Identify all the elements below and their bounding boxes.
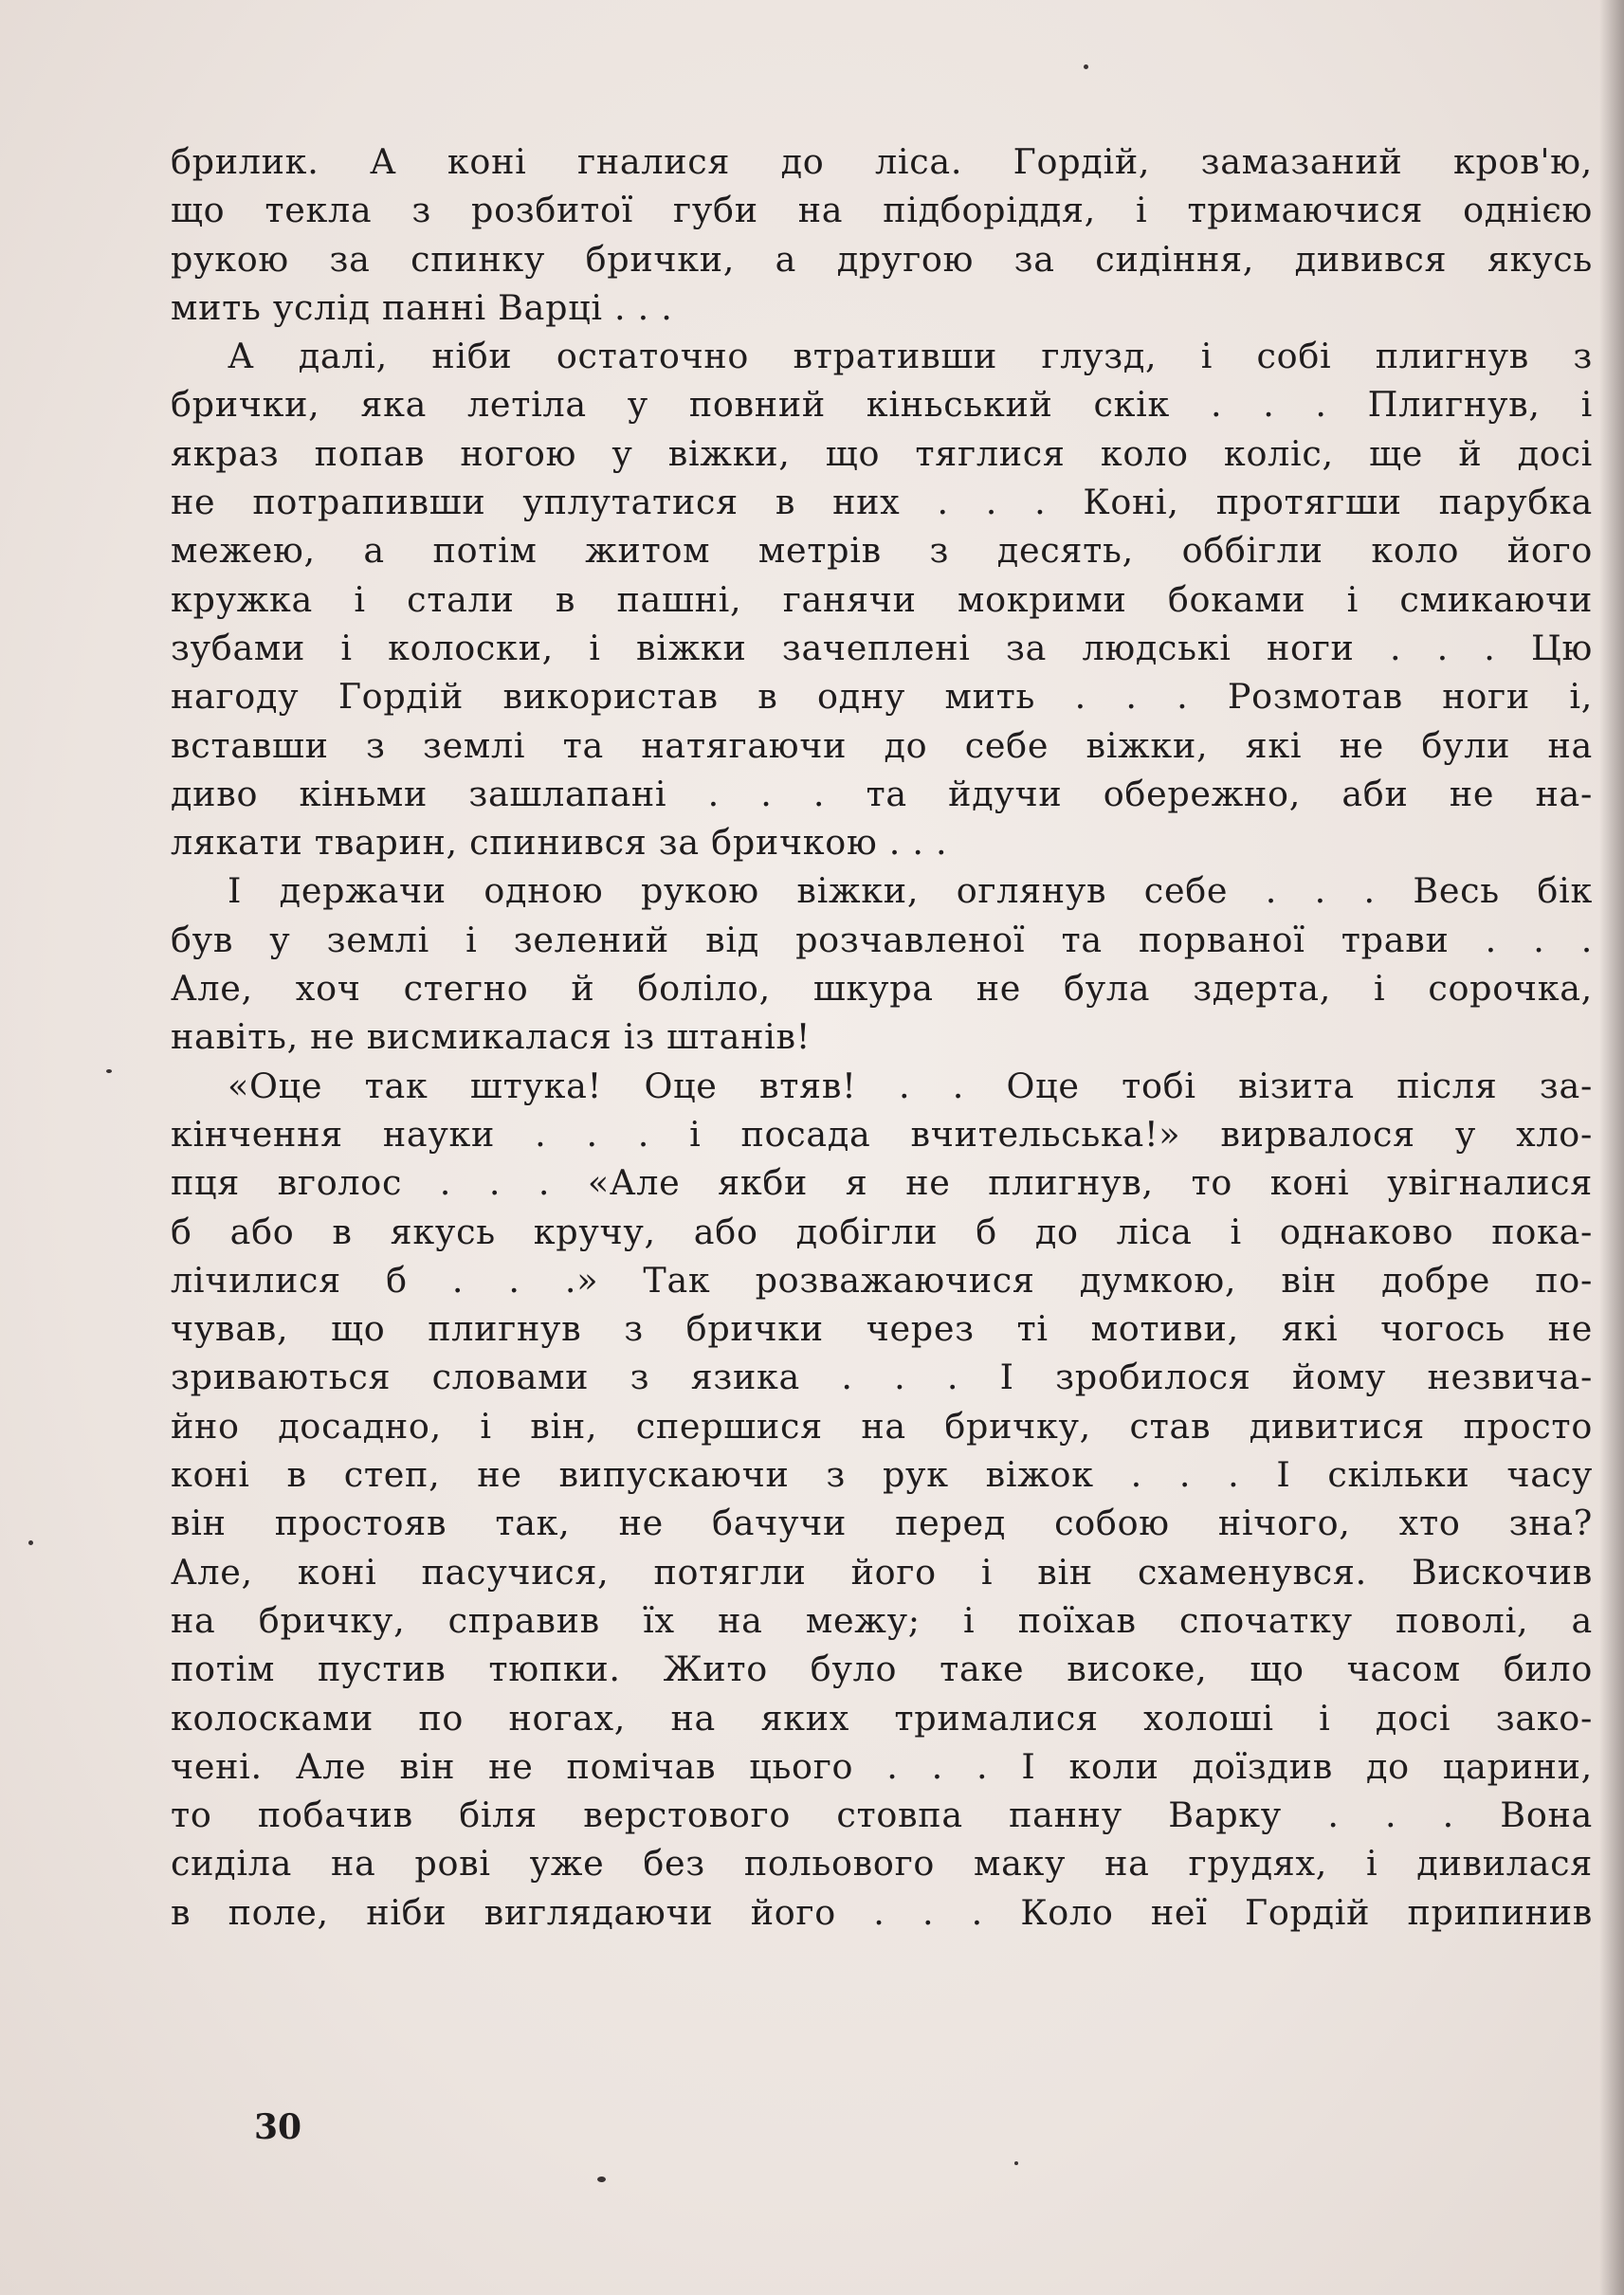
text-line: вставши з землі та натягаючи до себе віжки, які не були на — [171, 724, 1593, 766]
text-line: йно досадно, і він, спершися на бричку, став дивитися просто — [171, 1405, 1593, 1447]
text-line: рукою за спинку брички, а другою за сидіння, дивився якусь — [171, 238, 1593, 280]
text-line: нагоду Гордій використав в одну мить . . . Розмотав ноги і, — [171, 676, 1593, 718]
paragraph-start-line: І держачи одною рукою віжки, оглянув себе . . . Весь бік — [228, 870, 1593, 912]
text-line: лічилися б . . .» Так розважаючися думкою, він добре по- — [171, 1259, 1593, 1301]
text-line: Але, хоч стегно й боліло, шкура не була здерта, і сорочка, — [171, 968, 1593, 1010]
paper-speck — [106, 1069, 112, 1073]
paper-speck — [597, 2177, 606, 2182]
text-line: то побачив біля верстового стовпа панну Варку . . . Вона — [171, 1794, 1593, 1836]
paper-speck — [28, 1540, 33, 1545]
text-line: він простояв так, не бачучи перед собою нічого, хто зна? — [171, 1503, 1593, 1544]
page-edge-shadow — [1599, 0, 1624, 2295]
text-line: пця вголос . . . «Але якби я не плигнув, то коні увігналися — [171, 1162, 1593, 1204]
text-line: коні в степ, не випускаючи з рук віжок . . . І скільки часу — [171, 1454, 1593, 1496]
text-line: межею, а потім житом метрів з десять, оббігли коло його — [171, 530, 1593, 572]
paper-speck — [1084, 64, 1088, 69]
text-line: зриваються словами з язика . . . І зробилося йому незвича- — [171, 1357, 1593, 1398]
text-line: кружка і стали в пашні, ганячи мокрими боками і смикаючи — [171, 578, 1593, 620]
text-line: мить услід панні Варці . . . — [171, 286, 673, 328]
text-line: був у землі і зелений від розчавленої та порваної трави . . . — [171, 919, 1593, 960]
text-line: диво кіньми зашлапані . . . та йдучи обережно, аби не на- — [171, 773, 1593, 814]
text-line: лякати тварин, спинився за бричкою . . . — [171, 822, 948, 864]
text-line: що текла з розбитої губи на підборіддя, і тримаючися однією — [171, 190, 1593, 231]
text-line: не потрапивши уплутатися в них . . . Коні, протягши парубка — [171, 482, 1593, 523]
text-line: на бричку, справив їх на межу; і поїхав спочатку поволі, а — [171, 1599, 1593, 1641]
text-line: сиділа на рові уже без польового маку на грудях, і дивилася — [171, 1843, 1593, 1885]
text-line: зубами і колоски, і віжки зачеплені за людські ноги . . . Цю — [171, 627, 1593, 668]
text-line: колосками по ногах, на яких трималися холоші і досі зако- — [171, 1697, 1593, 1739]
text-line: брилик. А коні гналися до ліса. Гордій, замазаний кров'ю, — [171, 141, 1593, 182]
text-line: чував, що плигнув з брички через ті мотиви, які чогось не — [171, 1308, 1593, 1350]
page-number: 30 — [254, 2107, 302, 2147]
text-line: потім пустив тюпки. Жито було таке високе, що часом било — [171, 1648, 1593, 1690]
text-line: брички, яка летіла у повний кіньський скік . . . Плигнув, і — [171, 384, 1593, 426]
text-line: чені. Але він не помічав цього . . . І коли доїздив до царини, — [171, 1745, 1593, 1787]
paper-speck — [1014, 2161, 1018, 2165]
text-line: навіть, не висмикалася із штанів! — [171, 1016, 812, 1058]
body-text — [171, 137, 1593, 1937]
text-line: в поле, ніби виглядаючи його . . . Коло неї Гордій припинив — [171, 1891, 1593, 1933]
text-line: кінчення науки . . . і посада вчительська!» вирвалося у хло- — [171, 1113, 1593, 1155]
paragraph-start-line: «Оце так штука! Оце втяв! . . Оце тобі візита після за- — [228, 1065, 1593, 1106]
text-line: якраз попав ногою у віжки, що тяглися коло коліс, ще й досі — [171, 432, 1593, 474]
text-line: Але, коні пасучися, потягли його і він схаменувся. Вискочив — [171, 1551, 1593, 1593]
text-line: б або в якусь кручу, або добігли б до ліса і однаково пока- — [171, 1211, 1593, 1252]
paragraph-start-line: А далі, ніби остаточно втративши глузд, і собі плигнув з — [228, 336, 1593, 377]
